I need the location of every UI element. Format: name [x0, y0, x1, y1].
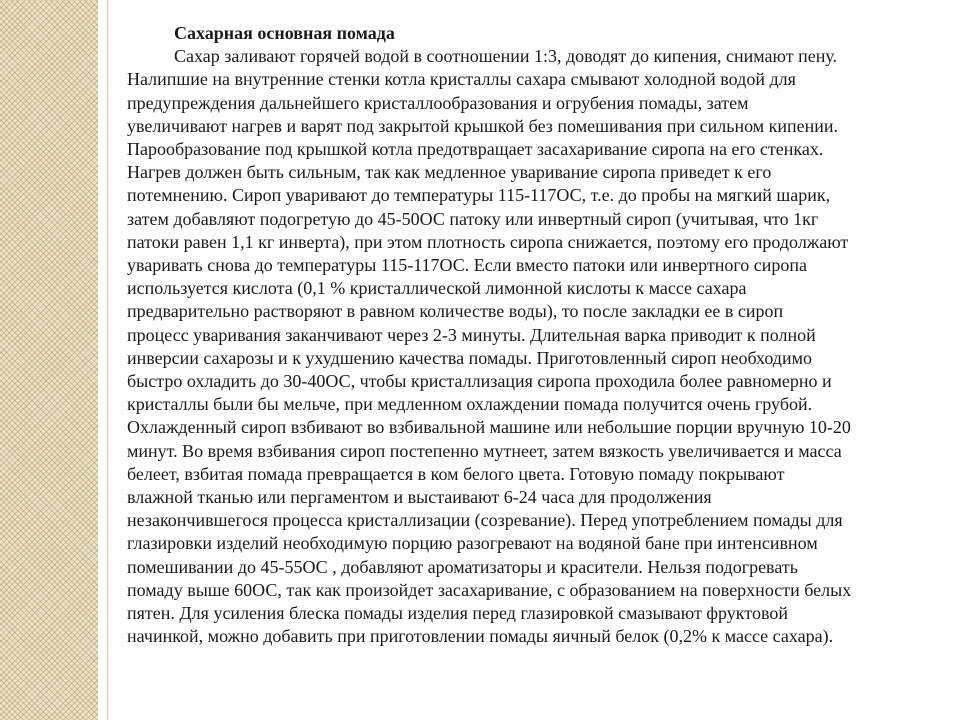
- text-line: Нагрев должен быть сильным, так как медленное уваривание сиропа приведет к его: [127, 162, 772, 183]
- text-line: Парообразование под крышкой котла предотвращает засахаривание сиропа на его стенках.: [127, 139, 824, 160]
- text-line: кристаллы были бы мельче, при медленном охлаждении помада получится очень грубой.: [127, 394, 813, 415]
- text-line: Налипшие на внутренние стенки котла кристаллы сахара смывают холодной водой для: [127, 69, 796, 90]
- text-line: пятен. Для усиления блеска помады изделия перед глазировкой смазывают фруктовой: [127, 603, 788, 624]
- text-line: помешивании до 45-55ОС , добавляют ароматизаторы и красители. Нельзя подогревать: [127, 556, 798, 577]
- slide-body-text: [127, 22, 927, 648]
- text-line: минут. Во время взбивания сироп постепенно мутнеет, затем вязкость увеличивается и масса: [127, 440, 842, 461]
- decorative-side-strip: [0, 0, 98, 720]
- text-line: помаду выше 60ОС, так как произойдет засахаривание, с образованием на поверхности белых: [127, 579, 852, 600]
- text-line: увеличивают нагрев и варят под закрытой крышкой без помешивания при сильном кипении.: [127, 115, 839, 136]
- text-line: потемнению. Сироп уваривают до температуры 115-117ОС, т.е. до пробы на мягкий шарик,: [127, 185, 831, 206]
- text-line: используется кислота (0,1 % кристаллической лимонной кислоты к массе сахара: [127, 278, 747, 299]
- text-line: процесс уваривания заканчивают через 2-3 минуты. Длительная варка приводит к полной: [127, 324, 816, 345]
- text-line: Сахар заливают горячей водой в соотношении 1:3, доводят до кипения, снимают пену.: [174, 46, 838, 67]
- text-line: незакончившегося процесса кристаллизации (созревание). Перед употреблением помады для: [127, 510, 843, 531]
- text-line: патоки равен 1,1 кг инверта), при этом плотность сиропа снижается, поэтому его продолжают: [127, 231, 849, 252]
- text-line: начинкой, можно добавить при приготовлении помады яичный белок (0,2% к массе сахара).: [127, 626, 834, 647]
- text-line: быстро охладить до 30-40ОС, чтобы кристаллизация сиропа проходила более равномерно и: [127, 371, 832, 392]
- slide-heading: Сахарная основная помада: [174, 23, 395, 43]
- text-line: предварительно растворяют в равном количестве воды), то после закладки ее в сироп: [127, 301, 784, 322]
- text-line: Охлажденный сироп взбивают во взбивальной машине или небольшие порции вручную 10-20: [127, 417, 851, 438]
- text-line: предупреждения дальнейшего кристаллообразования и огрубения помады, затем: [127, 92, 749, 113]
- text-line: уваривать снова до температуры 115-117ОС. Если вместо патоки или инвертного сиропа: [127, 255, 808, 276]
- text-line: глазировки изделий необходимую порцию разогревают на водяной бане при интенсивном: [127, 533, 818, 554]
- decorative-divider-line: [107, 0, 108, 720]
- text-line: инверсии сахарозы и к ухудшению качества помады. Приготовленный сироп необходимо: [127, 347, 812, 368]
- text-line: затем добавляют подогретую до 45-50ОС патоку или инвертный сироп (учитывая, что 1кг: [127, 208, 819, 229]
- text-line: влажной тканью или пергаментом и выстаивают 6-24 часа для продолжения: [127, 487, 712, 508]
- text-line: белеет, взбитая помада превращается в ком белого цвета. Готовую помаду покрывают: [127, 463, 785, 484]
